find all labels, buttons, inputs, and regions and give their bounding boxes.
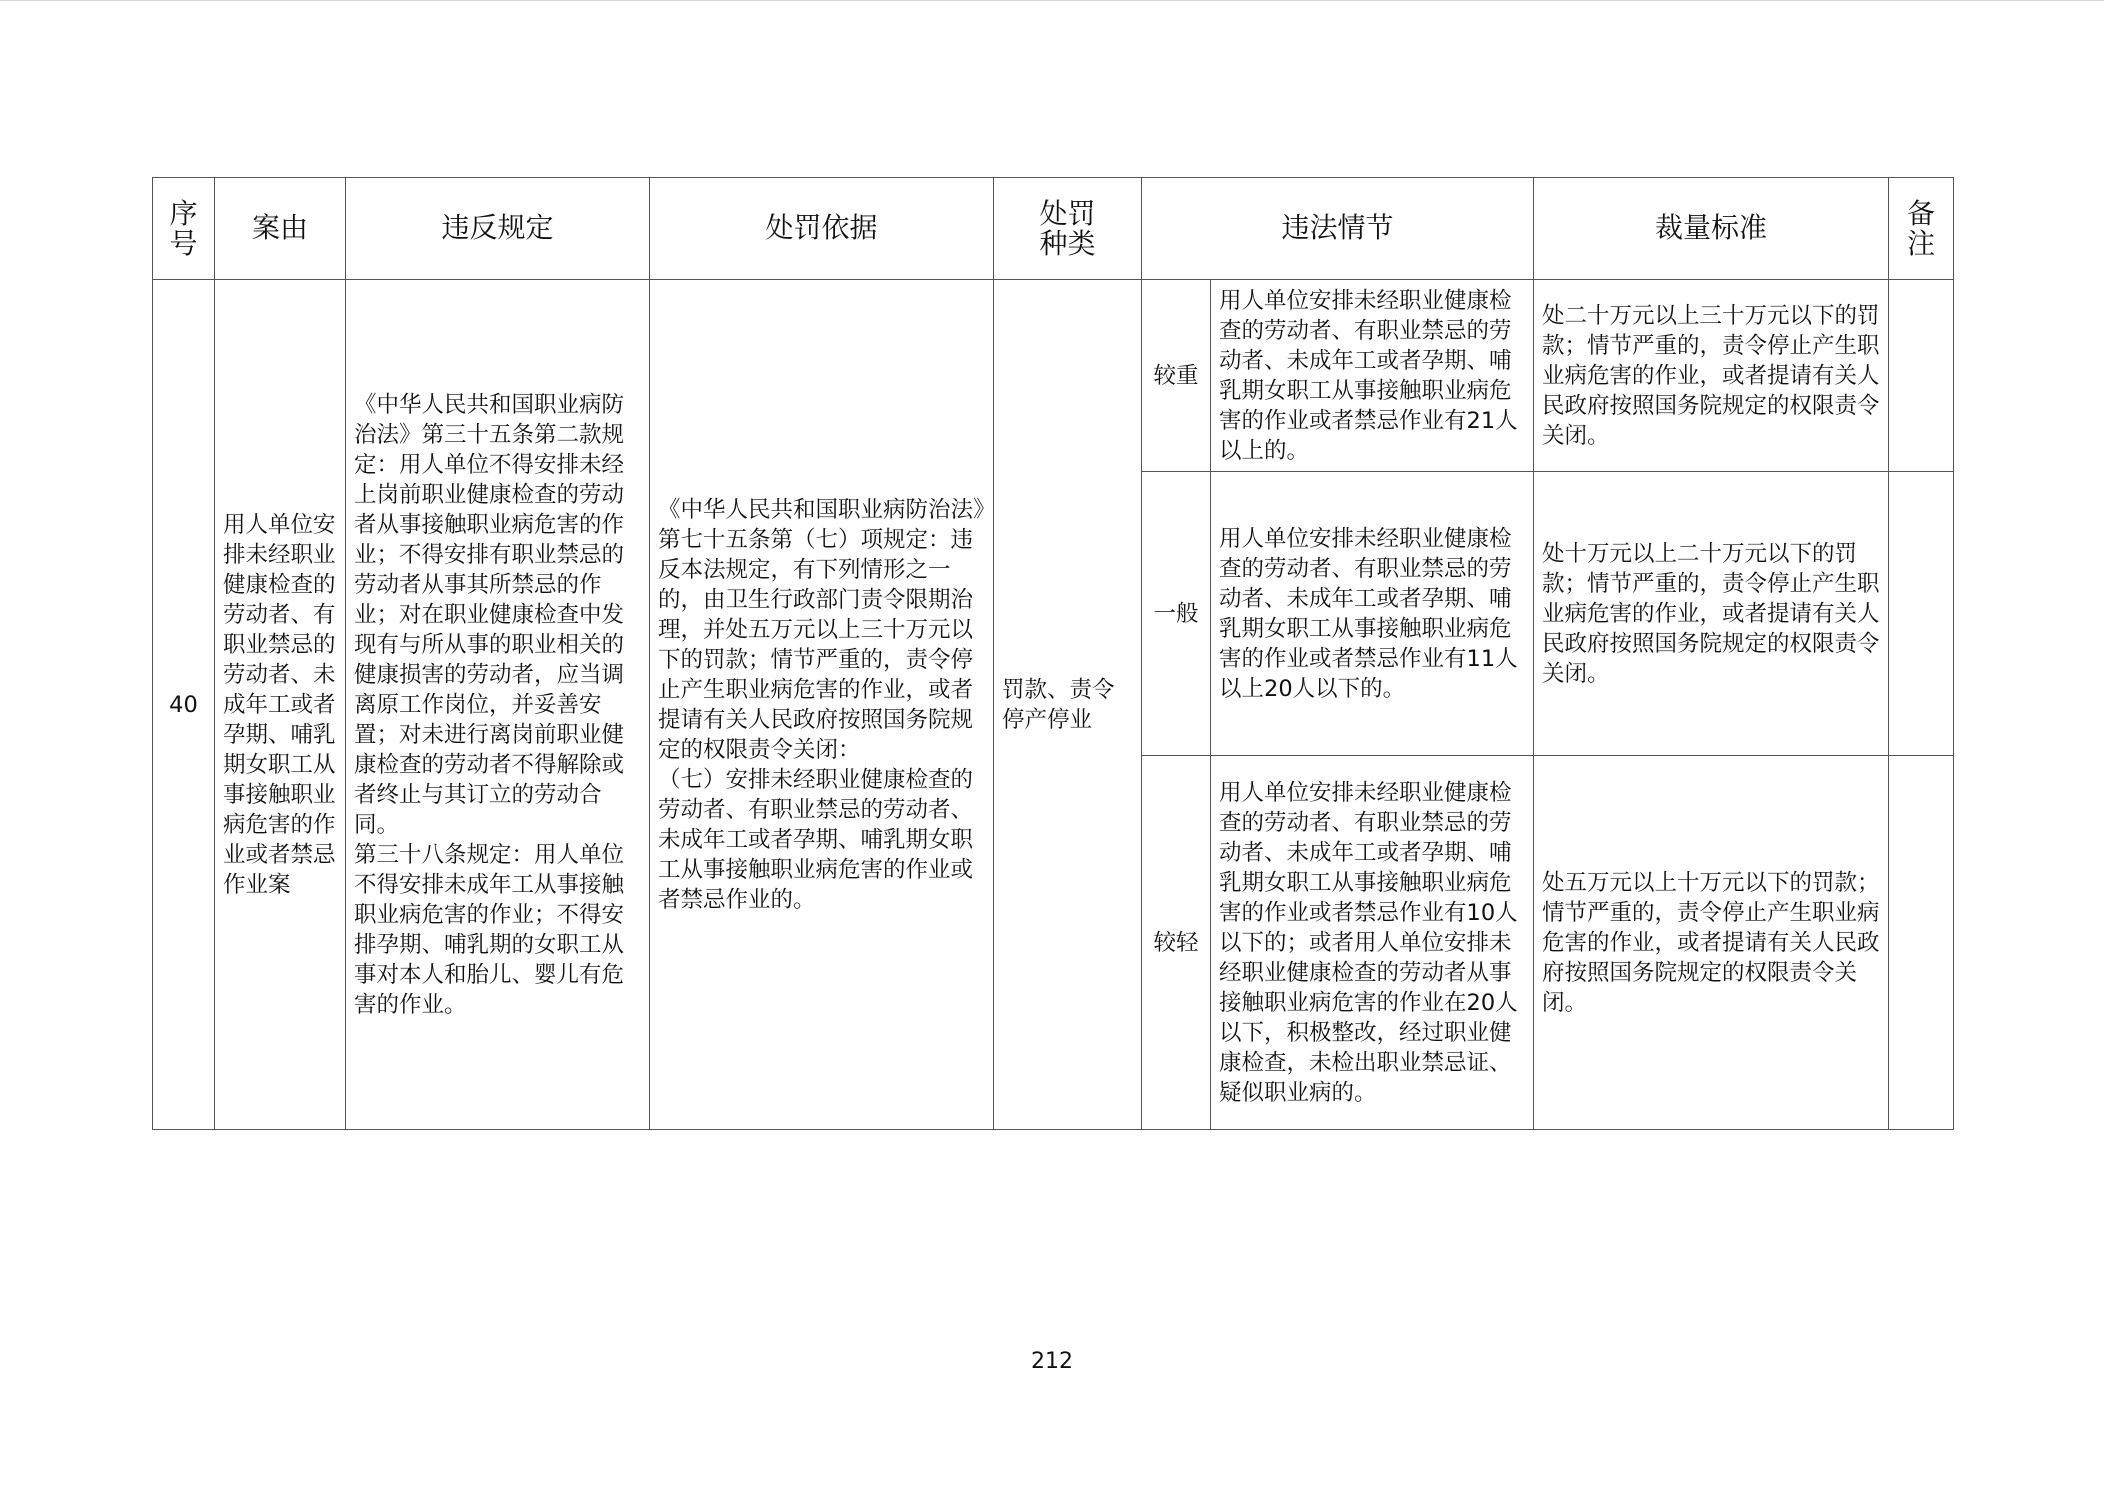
case-number: 40 (153, 280, 215, 1130)
standard-text-2: 处十万元以上二十万元以下的罚款；情节严重的，责令停止产生职业病危害的作业，或者提请有关人民政府按照国务院规定的权限责令关闭。 (1542, 540, 1880, 687)
header-row (153, 178, 1954, 280)
penalty-basis-text: 《中华人民共和国职业病防治法》第七十五条第（七）项规定：违反本法规定，有下列情形之一的，由卫生行政部门责令限期治理，并处五万元以上三十万元以下的罚款；情节严重的，责令停止产生职业病危害的作业，或者提请有关人民政府按照国务院规定的权限责令关闭： （七）安排未经职业健康检查的劳动者、有职业禁忌的劳动者、未成年工或者孕期、哺乳期女职工从事接触职业病危害的作业或者禁忌作业的。 (658, 496, 985, 913)
standard-text-3: 处五万元以上十万元以下的罚款；情节严重的，责令停止产生职业病危害的作业，或者提请有关人民政府按照国务院规定的权限责令关闭。 (1542, 869, 1880, 1016)
remark-cell-2 (1889, 472, 1954, 756)
level-label-3: 较轻 (1142, 756, 1211, 1130)
remark-cell-3 (1889, 756, 1954, 1130)
case-cause: 用人单位安排未经职业健康检查的劳动者、有职业禁忌的劳动者、未成年工或者孕期、哺乳期女职工从事接触职业病危害的作业或者禁忌作业案 (223, 511, 336, 898)
circumstance-cell-2 (1211, 472, 1534, 756)
case-cause-cell (215, 280, 346, 1130)
penalty-basis-cell (650, 280, 994, 1130)
penalty-type-text: 罚款、责令停产停业 (1002, 676, 1115, 733)
header-violation-rule: 违反规定 (346, 178, 650, 280)
standard-cell-1 (1534, 280, 1889, 472)
circumstance-cell-3 (1211, 756, 1534, 1130)
violation-rule-text: 《中华人民共和国职业病防治法》第三十五条第二款规定：用人单位不得安排未经上岗前职业健康检查的劳动者从事接触职业病危害的作业；不得安排有职业禁忌的劳动者从事其所禁忌的作业；对在职业健康检查中发现有与所从事的职业相关的健康损害的劳动者，应当调离原工作岗位，并妥善安置；对未进行离岗前职业健康检查的劳动者不得解除或者终止与其订立的劳动合同。 第三十八条规定：用人单位不得安排未成年工从事接触职业病危害的作业；不得安排孕期、哺乳期的女职工从事对本人和胎儿、婴儿有危害的作业。 (354, 391, 625, 1018)
level-label-2: 一般 (1142, 472, 1211, 756)
header-penalty-type: 处罚种类 (994, 178, 1142, 280)
standard-text-1: 处二十万元以上三十万元以下的罚款；情节严重的，责令停止产生职业病危害的作业，或者提请有关人民政府按照国务院规定的权限责令关闭。 (1542, 302, 1880, 449)
header-seq: 序号 (153, 178, 215, 280)
header-circumstances: 违法情节 (1142, 178, 1534, 280)
remark-cell-1 (1889, 280, 1954, 472)
table-row-level-1 (153, 280, 1954, 472)
level-label-1: 较重 (1142, 280, 1211, 472)
standard-cell-3 (1534, 756, 1889, 1130)
header-case: 案由 (215, 178, 346, 280)
circumstance-cell-1 (1211, 280, 1534, 472)
circumstance-text-2: 用人单位安排未经职业健康检查的劳动者、有职业禁忌的劳动者、未成年工或者孕期、哺乳期女职工从事接触职业病危害的作业或者禁忌作业有11人以上20人以下的。 (1219, 525, 1518, 702)
header-penalty-basis: 处罚依据 (650, 178, 994, 280)
violation-rule-cell (346, 280, 650, 1130)
header-standard: 裁量标准 (1534, 178, 1889, 280)
penalty-type-cell (994, 280, 1142, 1130)
circumstance-text-3: 用人单位安排未经职业健康检查的劳动者、有职业禁忌的劳动者、未成年工或者孕期、哺乳期女职工从事接触职业病危害的作业或者禁忌作业有10人以下的；或者用人单位安排未经职业健康检查的劳动者从事接触职业病危害的作业在20人以下，积极整改，经过职业健康检查，未检出职业禁忌证、疑似职业病的。 (1219, 779, 1518, 1106)
penalty-discretion-table (152, 177, 1954, 1130)
page-number: 212 (1031, 1349, 1073, 1374)
header-remarks: 备注 (1889, 178, 1954, 280)
page-top-rule (0, 0, 2104, 1)
circumstance-text-1: 用人单位安排未经职业健康检查的劳动者、有职业禁忌的劳动者、未成年工或者孕期、哺乳期女职工从事接触职业病危害的作业或者禁忌作业有21人以上的。 (1219, 287, 1518, 464)
standard-cell-2 (1534, 472, 1889, 756)
